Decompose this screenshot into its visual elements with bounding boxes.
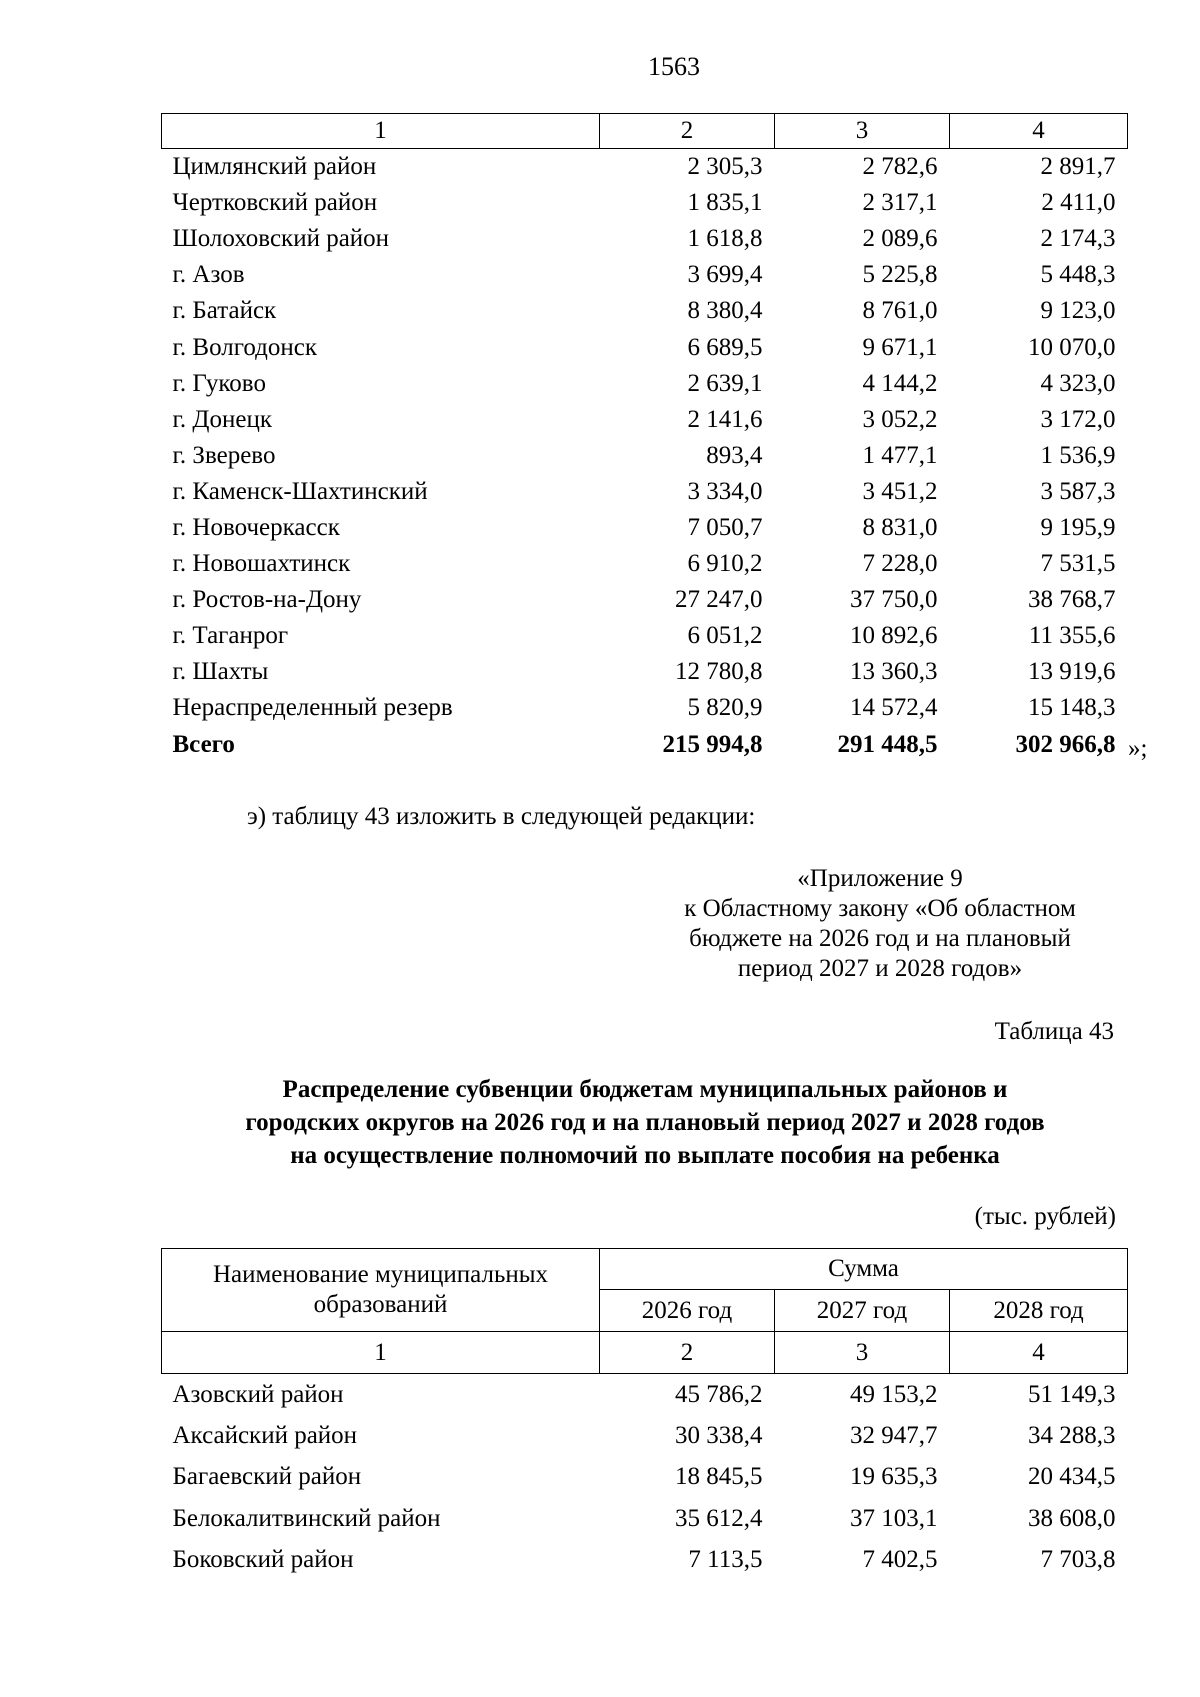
table-row bbox=[162, 690, 1128, 726]
value-col-2: 6 689,5 bbox=[687, 333, 763, 361]
table-row bbox=[162, 546, 1128, 582]
table-row bbox=[162, 366, 1128, 402]
value-col-3: 19 635,3 bbox=[850, 1463, 938, 1491]
header-row bbox=[162, 1249, 1128, 1290]
value-col-2: 1 835,1 bbox=[687, 189, 763, 217]
value-col-2: 6 051,2 bbox=[687, 622, 763, 650]
value-col-2: 18 845,5 bbox=[675, 1463, 763, 1491]
value-col-4: 1 536,9 bbox=[1040, 441, 1116, 469]
appendix-reference bbox=[640, 864, 1120, 984]
municipality-name: г. Ростов-на-Дону bbox=[172, 586, 362, 614]
total-label: Всего bbox=[172, 730, 235, 758]
value-col-4: 4 323,0 bbox=[1040, 369, 1116, 397]
value-col-4: 51 149,3 bbox=[1028, 1381, 1116, 1409]
municipality-name: Азовский район bbox=[172, 1381, 344, 1409]
appendix-line: бюджете на 2026 год и на плановый bbox=[689, 925, 1071, 952]
value-col-3: 37 103,1 bbox=[850, 1504, 938, 1532]
municipality-name: Боковский район bbox=[172, 1545, 354, 1573]
table-row bbox=[162, 329, 1128, 365]
value-col-4: 34 288,3 bbox=[1028, 1422, 1116, 1450]
year-header: 2026 год bbox=[600, 1290, 775, 1332]
value-col-2: 5 820,9 bbox=[687, 694, 763, 722]
value-col-3: 2 782,6 bbox=[862, 153, 938, 181]
column-number: 4 bbox=[950, 114, 1128, 149]
municipality-name: г. Гуково bbox=[172, 369, 266, 397]
year-header: 2027 год bbox=[775, 1290, 950, 1332]
municipality-name: г. Таганрог bbox=[172, 622, 289, 650]
municipality-name: г. Волгодонск bbox=[172, 333, 318, 361]
table-row bbox=[162, 257, 1128, 293]
table-row bbox=[162, 149, 1128, 186]
value-col-2: 1 618,8 bbox=[687, 225, 763, 253]
table-row bbox=[162, 1415, 1128, 1456]
value-col-4: 2 891,7 bbox=[1040, 153, 1116, 181]
table-row bbox=[162, 1539, 1128, 1580]
value-col-4: 38 608,0 bbox=[1028, 1504, 1116, 1532]
value-col-4: 13 919,6 bbox=[1028, 658, 1116, 686]
municipality-name: г. Донецк bbox=[172, 405, 272, 433]
value-col-4: 3 587,3 bbox=[1040, 477, 1116, 505]
year-header: 2028 год bbox=[950, 1290, 1128, 1332]
value-col-2: 7 113,5 bbox=[688, 1545, 763, 1573]
table-row bbox=[162, 1456, 1128, 1497]
table-row bbox=[162, 185, 1128, 221]
value-col-3: 8 761,0 bbox=[862, 297, 938, 325]
column-number: 1 bbox=[162, 114, 600, 149]
value-col-4: 20 434,5 bbox=[1028, 1463, 1116, 1491]
municipality-name: Белокалитвинский район bbox=[172, 1504, 441, 1532]
total-col-3: 291 448,5 bbox=[837, 730, 938, 758]
value-col-2: 30 338,4 bbox=[675, 1422, 763, 1450]
total-row bbox=[162, 727, 1128, 763]
value-col-4: 9 123,0 bbox=[1040, 297, 1116, 325]
value-col-4: 3 172,0 bbox=[1040, 405, 1116, 433]
column-number: 3 bbox=[775, 114, 950, 149]
value-col-2: 6 910,2 bbox=[687, 550, 763, 578]
value-col-2: 2 141,6 bbox=[687, 405, 763, 433]
value-col-2: 12 780,8 bbox=[675, 658, 763, 686]
value-col-2: 3 334,0 bbox=[687, 477, 763, 505]
appendix-line: «Приложение 9 bbox=[797, 865, 963, 892]
amendment-text: э) таблицу 43 изложить в следующей редакции: bbox=[247, 803, 756, 830]
value-col-3: 2 089,6 bbox=[862, 225, 938, 253]
municipality-name: г. Зверево bbox=[172, 441, 276, 469]
continued-table bbox=[161, 113, 1128, 763]
value-col-2: 27 247,0 bbox=[675, 586, 763, 614]
value-col-3: 13 360,3 bbox=[850, 658, 938, 686]
value-col-4: 9 195,9 bbox=[1040, 513, 1116, 541]
value-col-3: 9 671,1 bbox=[862, 333, 938, 361]
value-col-4: 2 411,0 bbox=[1041, 189, 1116, 217]
table-row bbox=[162, 618, 1128, 654]
value-col-2: 3 699,4 bbox=[687, 261, 763, 289]
table-title bbox=[160, 1073, 1130, 1172]
municipality-name: Аксайский район bbox=[172, 1422, 358, 1450]
value-col-4: 2 174,3 bbox=[1040, 225, 1116, 253]
municipality-name: Цимлянский район bbox=[172, 153, 377, 181]
value-col-2: 45 786,2 bbox=[675, 1381, 763, 1409]
value-col-3: 7 402,5 bbox=[862, 1545, 938, 1573]
value-col-4: 7 531,5 bbox=[1040, 550, 1116, 578]
sum-header: Сумма bbox=[600, 1249, 1128, 1290]
total-col-2: 215 994,8 bbox=[662, 730, 763, 758]
value-col-3: 3 052,2 bbox=[862, 405, 938, 433]
title-line: Распределение субвенции бюджетам муниципальных районов и bbox=[282, 1076, 1008, 1103]
value-col-2: 7 050,7 bbox=[687, 513, 763, 541]
table-row bbox=[162, 1374, 1128, 1416]
column-number-row bbox=[162, 114, 1128, 149]
value-col-3: 4 144,2 bbox=[862, 369, 938, 397]
column-number: 3 bbox=[775, 1332, 950, 1374]
table-row bbox=[162, 654, 1128, 690]
column-number: 2 bbox=[600, 1332, 775, 1374]
municipality-name: Нераспределенный резерв bbox=[172, 694, 453, 722]
value-col-4: 10 070,0 bbox=[1028, 333, 1116, 361]
value-col-4: 5 448,3 bbox=[1040, 261, 1116, 289]
value-col-3: 49 153,2 bbox=[850, 1381, 938, 1409]
table-row bbox=[162, 402, 1128, 438]
value-col-3: 37 750,0 bbox=[850, 586, 938, 614]
column-number-row bbox=[162, 1332, 1128, 1374]
value-col-3: 2 317,1 bbox=[862, 189, 938, 217]
appendix-line: период 2027 и 2028 годов» bbox=[737, 955, 1023, 982]
title-line: городских округов на 2026 год и на плановый период 2027 и 2028 годов bbox=[245, 1109, 1045, 1136]
value-col-2: 8 380,4 bbox=[687, 297, 763, 325]
value-col-3: 1 477,1 bbox=[862, 441, 938, 469]
name-header-line: образований bbox=[313, 1291, 448, 1318]
municipality-name: г. Шахты bbox=[172, 658, 269, 686]
table-row bbox=[162, 582, 1128, 618]
table-row bbox=[162, 510, 1128, 546]
municipality-name: Шолоховский район bbox=[172, 225, 390, 253]
table-row bbox=[162, 438, 1128, 474]
value-col-2: 893,4 bbox=[706, 441, 763, 469]
municipality-name: г. Новочеркасск bbox=[172, 513, 340, 541]
value-col-4: 15 148,3 bbox=[1028, 694, 1116, 722]
value-col-3: 5 225,8 bbox=[862, 261, 938, 289]
name-header-line: Наименование муниципальных bbox=[212, 1261, 549, 1288]
page-number: 1563 bbox=[648, 52, 700, 81]
name-column-header bbox=[162, 1249, 600, 1332]
value-col-3: 3 451,2 bbox=[862, 477, 938, 505]
value-col-4: 11 355,6 bbox=[1028, 622, 1116, 650]
value-col-4: 7 703,8 bbox=[1040, 1545, 1116, 1573]
table-label: Таблица 43 bbox=[994, 1018, 1114, 1045]
column-number: 2 bbox=[600, 114, 775, 149]
table-row bbox=[162, 221, 1128, 257]
value-col-3: 7 228,0 bbox=[862, 550, 938, 578]
municipality-name: Багаевский район bbox=[172, 1463, 362, 1491]
title-line: на осуществление полномочий по выплате пособия на ребенка bbox=[290, 1142, 1000, 1169]
table-row bbox=[162, 1498, 1128, 1539]
municipality-name: г. Батайск bbox=[172, 297, 277, 325]
municipality-name: Чертковский район bbox=[172, 189, 378, 217]
value-col-2: 35 612,4 bbox=[675, 1504, 763, 1532]
closing-quote-mark: »; bbox=[1128, 735, 1148, 762]
municipality-name: г. Каменск-Шахтинский bbox=[172, 477, 428, 505]
value-col-2: 2 639,1 bbox=[687, 369, 763, 397]
column-number: 4 bbox=[950, 1332, 1128, 1374]
value-col-3: 32 947,7 bbox=[850, 1422, 938, 1450]
total-col-4: 302 966,8 bbox=[1015, 730, 1116, 758]
unit-label: (тыс. рублей) bbox=[974, 1203, 1116, 1230]
appendix-line: к Областному закону «Об областном bbox=[684, 895, 1076, 922]
value-col-3: 14 572,4 bbox=[850, 694, 938, 722]
distribution-table bbox=[161, 1248, 1128, 1580]
value-col-4: 38 768,7 bbox=[1028, 586, 1116, 614]
value-col-2: 2 305,3 bbox=[687, 153, 763, 181]
value-col-3: 8 831,0 bbox=[862, 513, 938, 541]
value-col-3: 10 892,6 bbox=[850, 622, 938, 650]
table-row bbox=[162, 293, 1128, 329]
table-row bbox=[162, 474, 1128, 510]
municipality-name: г. Новошахтинск bbox=[172, 550, 351, 578]
municipality-name: г. Азов bbox=[172, 261, 245, 289]
column-number: 1 bbox=[162, 1332, 600, 1374]
